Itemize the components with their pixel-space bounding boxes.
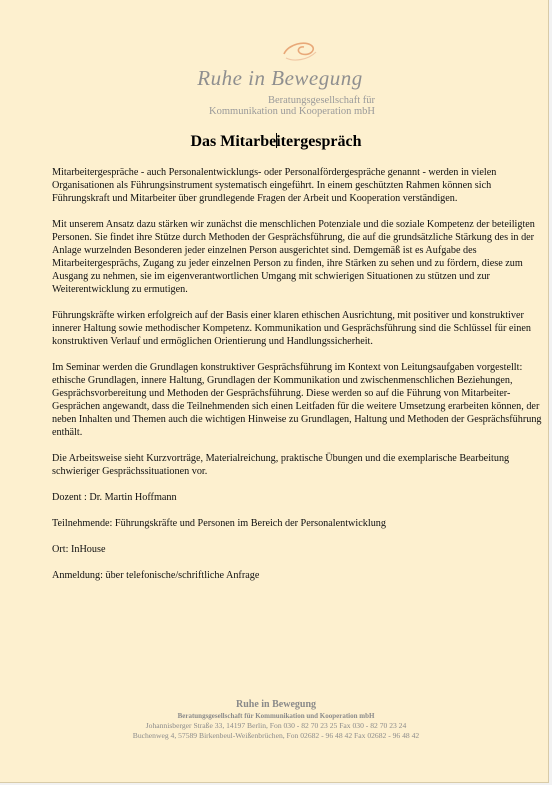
location-line: Ort: InHouse [52, 544, 106, 555]
paragraph-method: Die Arbeitsweise sieht Kurzvorträge, Materialreichung, praktische Übungen und die exemplarische Bearbeitung schwieriger Gesprächssituationen vor. [52, 453, 510, 477]
paragraph-intro: Mitarbeitergespräche - auch Personalentwicklungs- oder Personalfördergespräche genannt - werden in vielen Organisationen als Führungsinstrument systematisch eingeführt. In einem geschützten Rahmen können sich Führungskraft und Mitarbeiter über grundlegende Fragen der Arbeit und Kooperation verständigen. [52, 167, 497, 204]
logo-title: Ruhe in Bewegung [197, 66, 363, 90]
footer-address-berlin: Johannisberger Straße 33, 14197 Berlin, Fon 030 - 82 70 23 25 Fax 030 - 82 70 23 24 [145, 721, 407, 730]
swirl-logo-icon [280, 38, 320, 64]
lecturer-line: Dozent : Dr. Martin Hoffmann [52, 492, 177, 503]
logo-subtitle-line-1: Beratungsgesellschaft für [267, 95, 375, 106]
document-title [0, 133, 552, 151]
title-part-1: Das Mitarbe [190, 133, 277, 150]
footer-company-name: Ruhe in Bewegung [235, 699, 316, 710]
paragraph-approach: Mit unserem Ansatz dazu stärken wir zunächst die menschlichen Potenziale und die soziale Kompetenz der beteiligten Personen. Sie findet ihre Stütze durch Methoden der Gesprächsführung, die auf die grundsätzliche Stärkung des in der Anlage wurzelnden Besonderen jeder einzelnen Person ausgerichtet sind. Demgemäß ist es Aufgabe des Mitarbeitergesprächs, Zugang zu jeder einzelnen Person zu finden, ihre Stärken zu sehen und zu fördern, diese zum Ausgang zu nehmen, sie im eigenverantwortlichen Umgang mit schwierigen Situationen zu stützen und zur Weiterentwicklung zu ermutigen. [52, 219, 535, 295]
document-body[interactable] [52, 166, 542, 595]
paragraph-seminar: Im Seminar werden die Grundlagen konstruktiver Gesprächsführung im Kontext von Leitungsaufgaben vorgestellt: ethische Grundlagen, innere Haltung, Grundlagen der Kommunikation und zwischenmenschlichen Beziehungen, Gesprächsvorbereitung und Methoden der Gesprächsführung. Diese werden so auf die Führung von Mitarbeiter-Gesprächen angewandt, dass die Teilnehmenden sich einen Leitfaden für die weitere Umsetzung erarbeiten können, der neben Inhalten und Themen auch die wichtigen Hinweise zu Grundlagen, Haltung und Methoden der Gesprächsführung enthält. [52, 362, 542, 438]
footer-address-birkenbeul: Buchenweg 4, 57589 Birkenbeul-Weißenbrüchen, Fon 02682 - 96 48 42 Fax 02682 - 96 48 42 [132, 731, 420, 740]
page-footer [0, 699, 552, 741]
paragraph-leadership: Führungskräfte wirken erfolgreich auf der Basis einer klaren ethischen Ausrichtung, mit positiver und konstruktiver innerer Haltung sowie methodischer Kompetenz. Kommunikation und Gesprächsführung sind die Schlüssel für einen konstruktiven Verlauf und ermöglichen Orientierung und Handlungssicherheit. [52, 310, 531, 347]
participants-line: Teilnehmende: Führungskräfte und Personen im Bereich der Personalentwicklung [52, 518, 386, 529]
logo-subtitle-line-2: Kommunikation und Kooperation mbH [209, 106, 375, 117]
title-part-2: itergespräch [276, 133, 362, 150]
registration-line: Anmeldung: über telefonische/schriftliche Anfrage [52, 570, 260, 581]
footer-company-subtitle: Beratungsgesellschaft für Kommunikation und Kooperation mbH [177, 712, 375, 720]
logo-subtitle [185, 95, 375, 117]
